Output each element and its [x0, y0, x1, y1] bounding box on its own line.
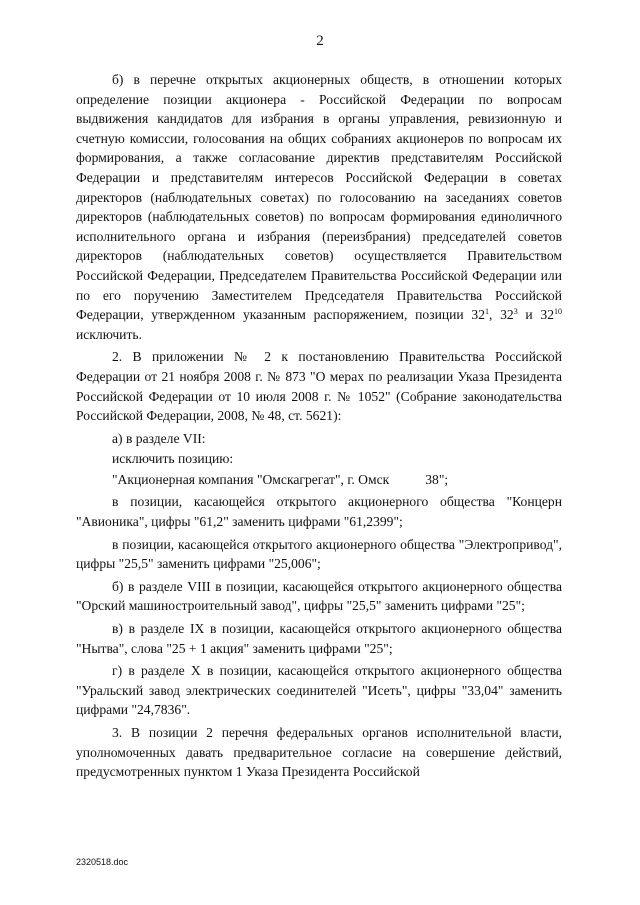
separator-1: , — [488, 307, 501, 323]
paragraph-1b-end: исключить. — [76, 326, 142, 342]
separator-2: и — [517, 307, 541, 323]
paragraph-elektroprivod: в позиции, касающейся открытого акционерного общества "Электропривод", цифры "25,5" заменить цифрами "25,006"; — [76, 536, 562, 572]
paragraph-section-x: г) в разделе X в позиции, касающейся открытого акционерного общества "Уральский завод электрических соединителей "Исеть", цифры "33,04" заменить цифрами "24,7836". — [76, 663, 562, 718]
omskagregat-number: 38"; — [425, 471, 449, 487]
paragraph-section-viii: б) в разделе VIII в позиции, касающейся открытого акционерного общества "Орский машиностроительный завод", цифры "25,5" заменить цифрами "25"; — [76, 578, 562, 614]
position-32-10: 32 — [540, 307, 555, 323]
superscript-3: 3 — [513, 307, 518, 317]
paragraph-1b-text: б) в перечне открытых акционерных обществ, в отношении которых определение позиции акционера - Российской Федерации по вопросам выдвижения кандидатов для избрания в органы управления, ревизионную и счетную комиссии, голосования на общих собраниях акционеров по вопросам их формирования, а также согласование директив представителям Российской Федерации и представителям интересов Российской Федерации в советах директоров (наблюдательных советах) по голосованию на заседаниях советов директоров (наблюдательных советов) по вопросам формирования единоличного исполнительного органа и избрания (переизбрания) председателей советов директоров (наблюдательных советов) осуществляется Правительством Российской Федерации, Председателем Правительства Российской Федерации или по его поручению Заместителем Председателя Правительства Российской Федерации, утвержденном указанным распоряжением, позиции — [76, 72, 562, 323]
document-filename: 2320518.doc — [76, 857, 129, 867]
omskagregat-name: "Акционерная компания "Омскагрегат", г. Омск — [112, 471, 390, 487]
paragraph-3: 3. В позиции 2 перечня федеральных органов исполнительной власти, уполномоченных давать предварительное согласие на совершение действий, предусмотренных пунктом 1 Указа Президента Российской — [76, 725, 562, 780]
paragraph-avionika: в позиции, касающейся открытого акционерного общества "Концерн "Авионика", цифры "61,2" заменить цифрами "61,2399"; — [76, 494, 562, 530]
paragraph-section-vii: а) в разделе VII: — [112, 430, 206, 446]
paragraph-section-ix: в) в разделе IX в позиции, касающейся открытого акционерного общества "Нытва", слова "25 + 1 акция" заменить цифрами "25"; — [76, 621, 562, 656]
paragraph-omskagregat — [76, 470, 562, 490]
position-32-1: 32 — [471, 307, 485, 323]
position-32-3: 32 — [500, 307, 514, 323]
document-body — [76, 70, 562, 785]
paragraph-1b — [76, 70, 562, 344]
superscript-10: 10 — [554, 307, 563, 317]
paragraph-2: 2. В приложении № 2 к постановлению Правительства Российской Федерации от 21 ноября 2008 г. № 873 "О мерах по реализации Указа Президента Российской Федерации от 10 июля 2008 г. № 1052" (Собрание законодательства Российской Федерации, 2008, № 48, ст. 5621): — [76, 349, 562, 424]
page-number: 2 — [316, 33, 324, 49]
superscript-1: 1 — [484, 307, 489, 317]
paragraph-exclude-position: исключить позицию: — [112, 451, 234, 467]
